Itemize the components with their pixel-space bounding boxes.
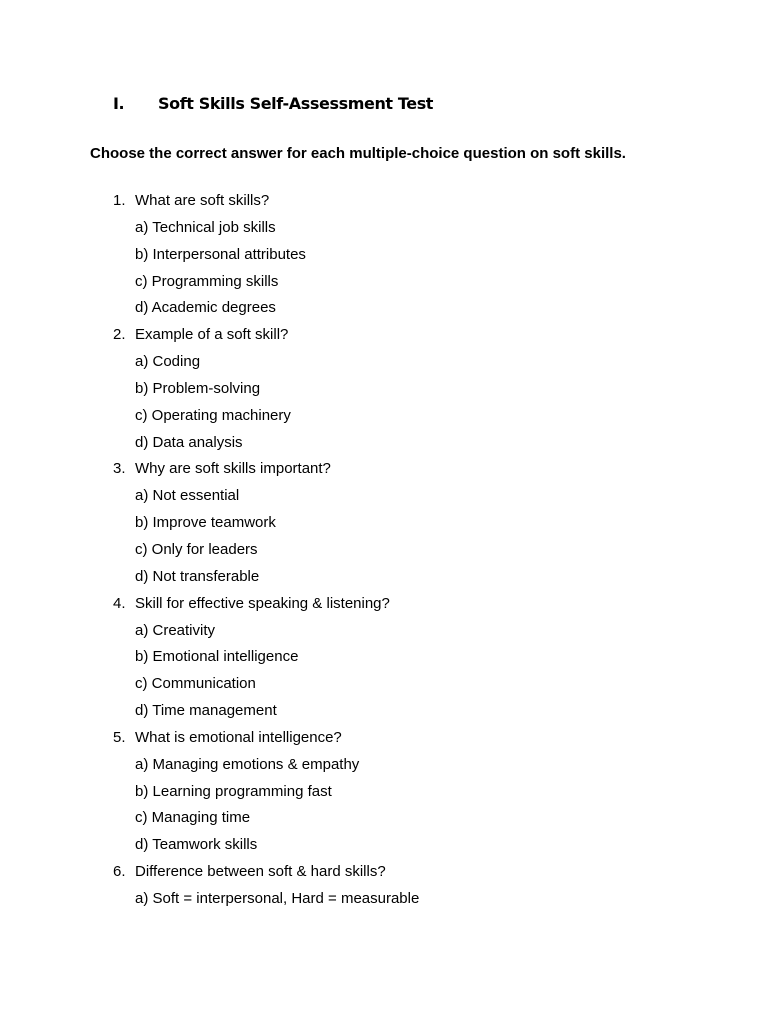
answer-option: a) Technical job skills (135, 218, 276, 236)
answer-option: c) Only for leaders (135, 540, 258, 558)
answer-option: a) Coding (135, 353, 201, 371)
answer-option: b) Interpersonal attributes (135, 245, 306, 263)
answer-option: d) Teamwork skills (135, 836, 258, 854)
section-title: Soft Skills Self-Assessment Test (158, 94, 434, 113)
question-number: 4. (113, 594, 126, 612)
question-number: 1. (113, 192, 126, 209)
question-number: 6. (113, 863, 126, 881)
question-number: 2. (113, 326, 126, 344)
answer-option: c) Managing time (135, 809, 251, 827)
answer-option: a) Not essential (135, 487, 240, 505)
answer-option: d) Data analysis (135, 433, 243, 451)
answer-option: b) Learning programming fast (135, 782, 332, 800)
question-text: Why are soft skills important? (135, 460, 331, 478)
answer-option: a) Creativity (135, 621, 216, 639)
question-item (113, 189, 419, 216)
question-item (113, 323, 419, 350)
question-text: What are soft skills? (135, 192, 270, 209)
answer-option: d) Not transferable (135, 567, 260, 585)
answer-option: d) Time management (135, 702, 277, 720)
answer-option: a) Managing emotions & empathy (135, 755, 360, 773)
answer-option: b) Problem-solving (135, 379, 261, 397)
question-text: Difference between soft & hard skills? (135, 863, 386, 881)
answer-option: c) Communication (135, 675, 256, 693)
answer-option: c) Programming skills (135, 272, 279, 290)
section-number: I. (113, 94, 125, 113)
section-heading (113, 94, 433, 113)
question-text: What is emotional intelligence? (135, 728, 342, 746)
question-text: Example of a soft skill? (135, 326, 289, 344)
question-number: 5. (113, 728, 126, 746)
answer-option: c) Operating machinery (135, 406, 291, 424)
answer-option: a) Soft = interpersonal, Hard = measurable (135, 889, 420, 907)
question-item (113, 592, 419, 619)
question-item (113, 457, 419, 484)
answer-option: b) Emotional intelligence (135, 648, 299, 666)
question-text: Skill for effective speaking & listening? (135, 594, 390, 612)
question-item (113, 726, 419, 753)
instruction-text: Choose the correct answer for each multiple-choice question on soft skills. (90, 145, 626, 162)
question-item (113, 860, 419, 887)
question-number: 3. (113, 460, 126, 478)
question-list (113, 189, 419, 914)
answer-option: d) Academic degrees (135, 299, 276, 317)
answer-option: b) Improve teamwork (135, 514, 276, 532)
